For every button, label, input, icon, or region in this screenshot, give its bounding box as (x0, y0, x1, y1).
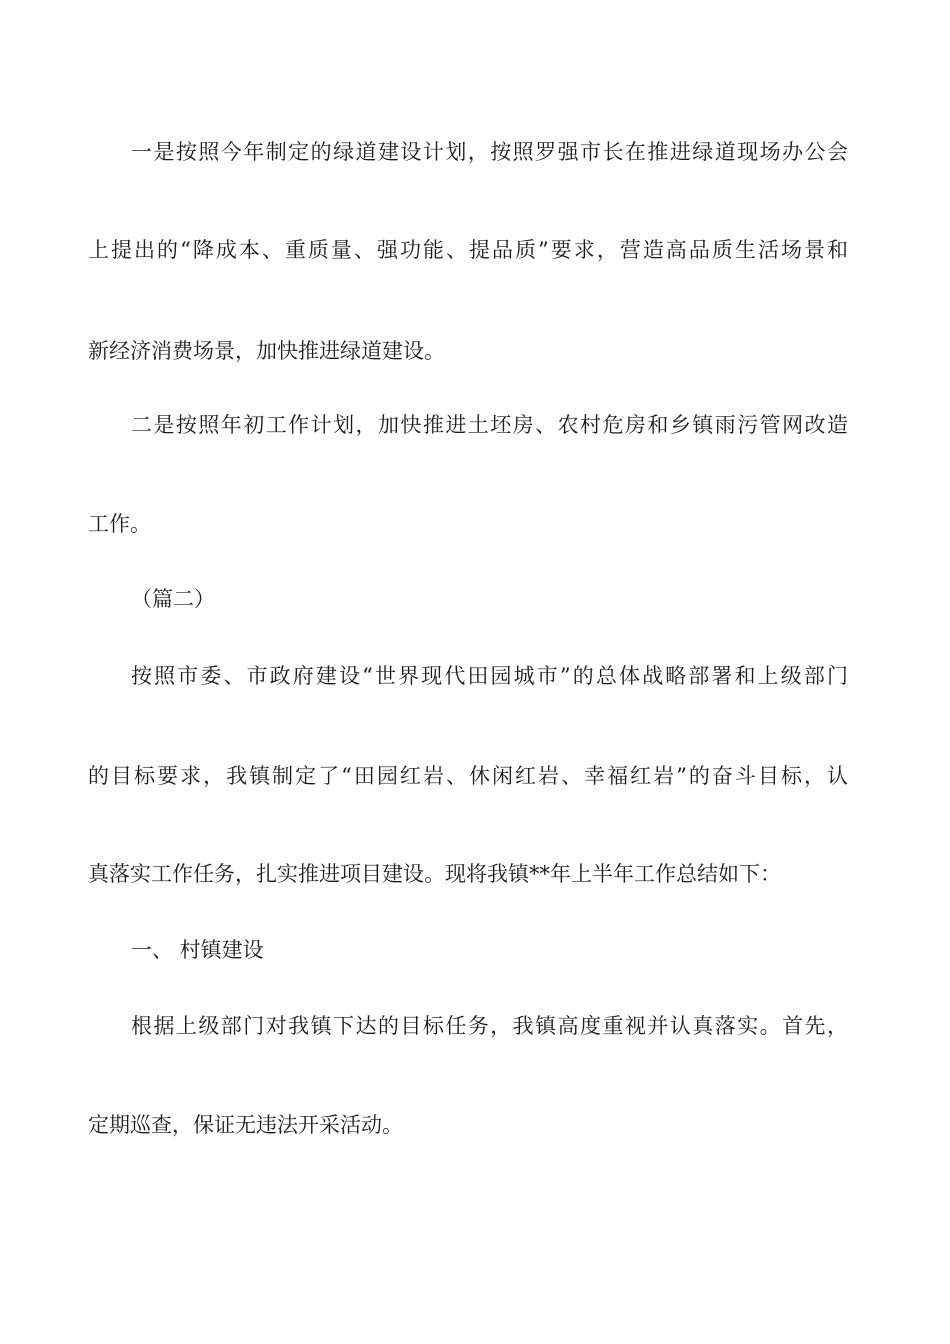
paragraph-2-line-2: 工作。 (88, 512, 151, 536)
section-heading-village-town-construction: 一、 村镇建设 (131, 938, 264, 962)
paragraph-1-line-2: 上提出的“降成本、重质量、强功能、提品质”要求，营造高品质生活场景和 (88, 238, 848, 262)
section-heading-part-two: （篇二） (131, 587, 215, 611)
paragraph-1-line-1: 一是按照今年制定的绿道建设计划，按照罗强市长在推进绿道现场办公会 (131, 140, 848, 164)
paragraph-4-line-2: 定期巡查，保证无违法开采活动。 (88, 1113, 403, 1137)
paragraph-4-line-1: 根据上级部门对我镇下达的目标任务，我镇高度重视并认真落实。首先， (131, 1014, 848, 1038)
paragraph-3-line-3: 真落实工作任务，扎实推进项目建设。现将我镇**年上半年工作总结如下： (88, 862, 781, 886)
paragraph-2-line-1: 二是按照年初工作计划，加快推进土坯房、农村危房和乡镇雨污管网改造 (131, 413, 848, 437)
paragraph-3-line-2: 的目标要求，我镇制定了“田园红岩、休闲红岩、幸福红岩”的奋斗目标，认 (88, 764, 848, 788)
paragraph-3-line-1: 按照市委、市政府建设“世界现代田园城市”的总体战略部署和上级部门 (131, 664, 848, 688)
paragraph-1-line-3: 新经济消费场景，加快推进绿道建设。 (88, 339, 445, 363)
